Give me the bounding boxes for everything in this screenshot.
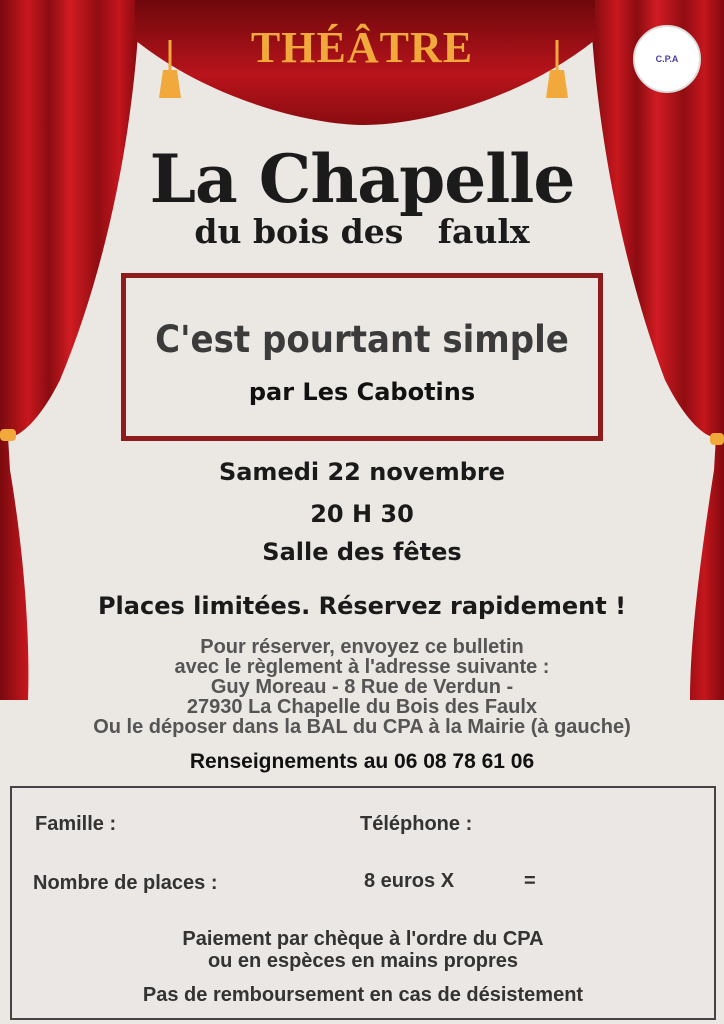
reservation-line: Ou le déposer dans la BAL du CPA à la Mairie (à gauche)	[93, 716, 631, 738]
reservation-line: avec le règlement à l'adresse suivante :	[174, 656, 550, 678]
logo-text: C.P.A	[655, 54, 679, 64]
play-frame	[121, 273, 603, 441]
seats-field-label: Nombre de places :	[33, 872, 218, 894]
play-title: C'est pourtant simple	[155, 318, 569, 361]
theatre-title: THÉÂTRE	[250, 23, 474, 72]
play-troupe: par Les Cabotins	[248, 378, 476, 406]
event-venue: Salle des fêtes	[262, 538, 462, 566]
reservation-form	[10, 786, 716, 1020]
price-label: 8 euros X	[364, 870, 455, 892]
equals-sign: =	[524, 870, 536, 892]
limited-places-notice: Places limitées. Réservez rapidement !	[97, 592, 627, 620]
payment-method-line: Paiement par chèque à l'ordre du CPA	[182, 928, 544, 950]
reservation-line: Pour réserver, envoyez ce bulletin	[200, 636, 524, 658]
cpa-logo	[633, 25, 701, 93]
village-name: La Chapelle	[149, 140, 575, 218]
event-date: Samedi 22 novembre	[218, 458, 506, 486]
village-subtitle: du bois des faulx	[194, 212, 530, 251]
family-field-label: Famille :	[35, 813, 117, 835]
reservation-line: Guy Moreau - 8 Rue de Verdun -	[210, 676, 514, 698]
event-time: 20 H 30	[310, 500, 414, 528]
refund-policy: Pas de remboursement en cas de désistement	[142, 984, 584, 1006]
contact-phone: Renseignements au 06 08 78 61 06	[189, 750, 535, 773]
payment-method-line: ou en espèces en mains propres	[207, 950, 519, 972]
reservation-line: 27930 La Chapelle du Bois des Faulx	[186, 696, 538, 718]
reservation-instructions	[0, 637, 724, 737]
phone-field-label: Téléphone :	[360, 813, 473, 835]
